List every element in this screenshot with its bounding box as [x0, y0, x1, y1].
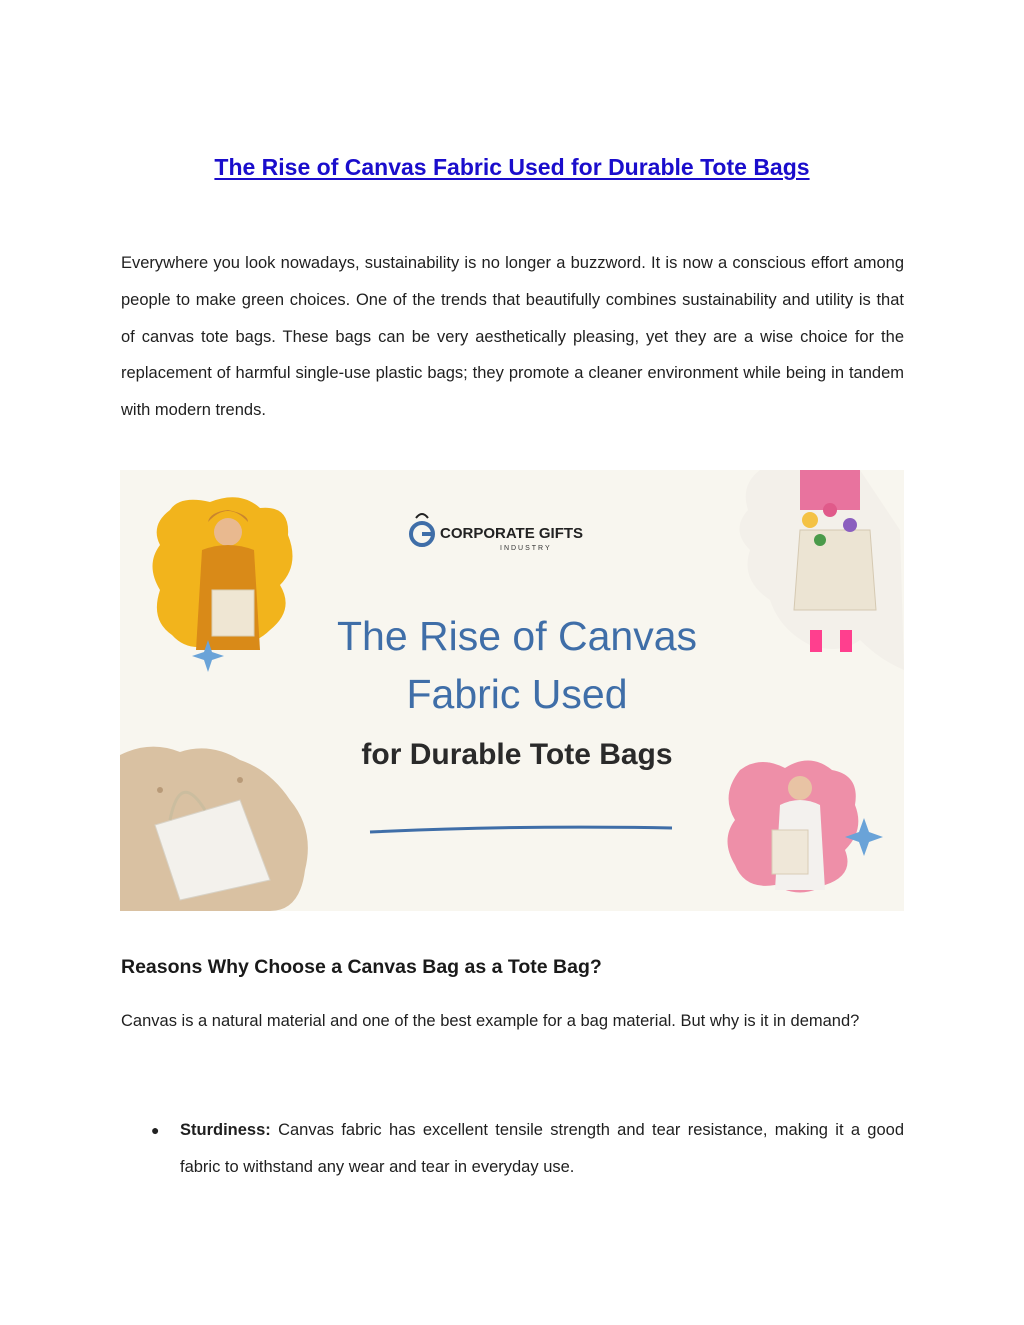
banner-headline-3: for Durable Tote Bags	[361, 738, 673, 771]
brand-name: CORPORATE GIFTS	[440, 525, 584, 542]
section-heading: Reasons Why Choose a Canvas Bag as a Tote Bag?	[121, 956, 602, 978]
brand-logo	[411, 514, 433, 545]
bullet-dot-icon: ●	[151, 1122, 160, 1138]
bullet-body: Canvas fabric has excellent tensile strength and tear resistance, making it a good fabric to withstand any wear and tear in everyday use.	[180, 1121, 904, 1176]
banner-headline-1: The Rise of Canvas	[336, 613, 698, 659]
beach-photo	[120, 747, 308, 911]
section-paragraph: Canvas is a natural material and one of the best example for a bag material. But why is it in demand?	[121, 1012, 860, 1030]
brand-sub: INDUSTRY	[500, 545, 552, 552]
banner-headline-2: Fabric Used	[406, 671, 628, 717]
pink-blob-photo	[728, 760, 859, 892]
flower-bag-photo	[739, 470, 904, 670]
yellow-blob-photo	[153, 497, 293, 650]
banner-image	[120, 470, 904, 911]
brush-underline	[370, 827, 672, 832]
bullet-label: Sturdiness:	[180, 1121, 271, 1139]
bullet-text	[180, 1112, 904, 1186]
document-title[interactable]: The Rise of Canvas Fabric Used for Durable Tote Bags	[214, 154, 810, 180]
intro-paragraph: Everywhere you look nowadays, sustainability is no longer a buzzword. It is now a conscious effort among people to make green choices. One of the trends that beautifully combines sustainability and utility is that of canvas tote bags. These bags can be very aesthetically pleasing, yet they are a wise choice for the replacement of harmful single-use plastic bags; they promote a cleaner environment while being in tandem with modern trends.	[121, 254, 904, 420]
